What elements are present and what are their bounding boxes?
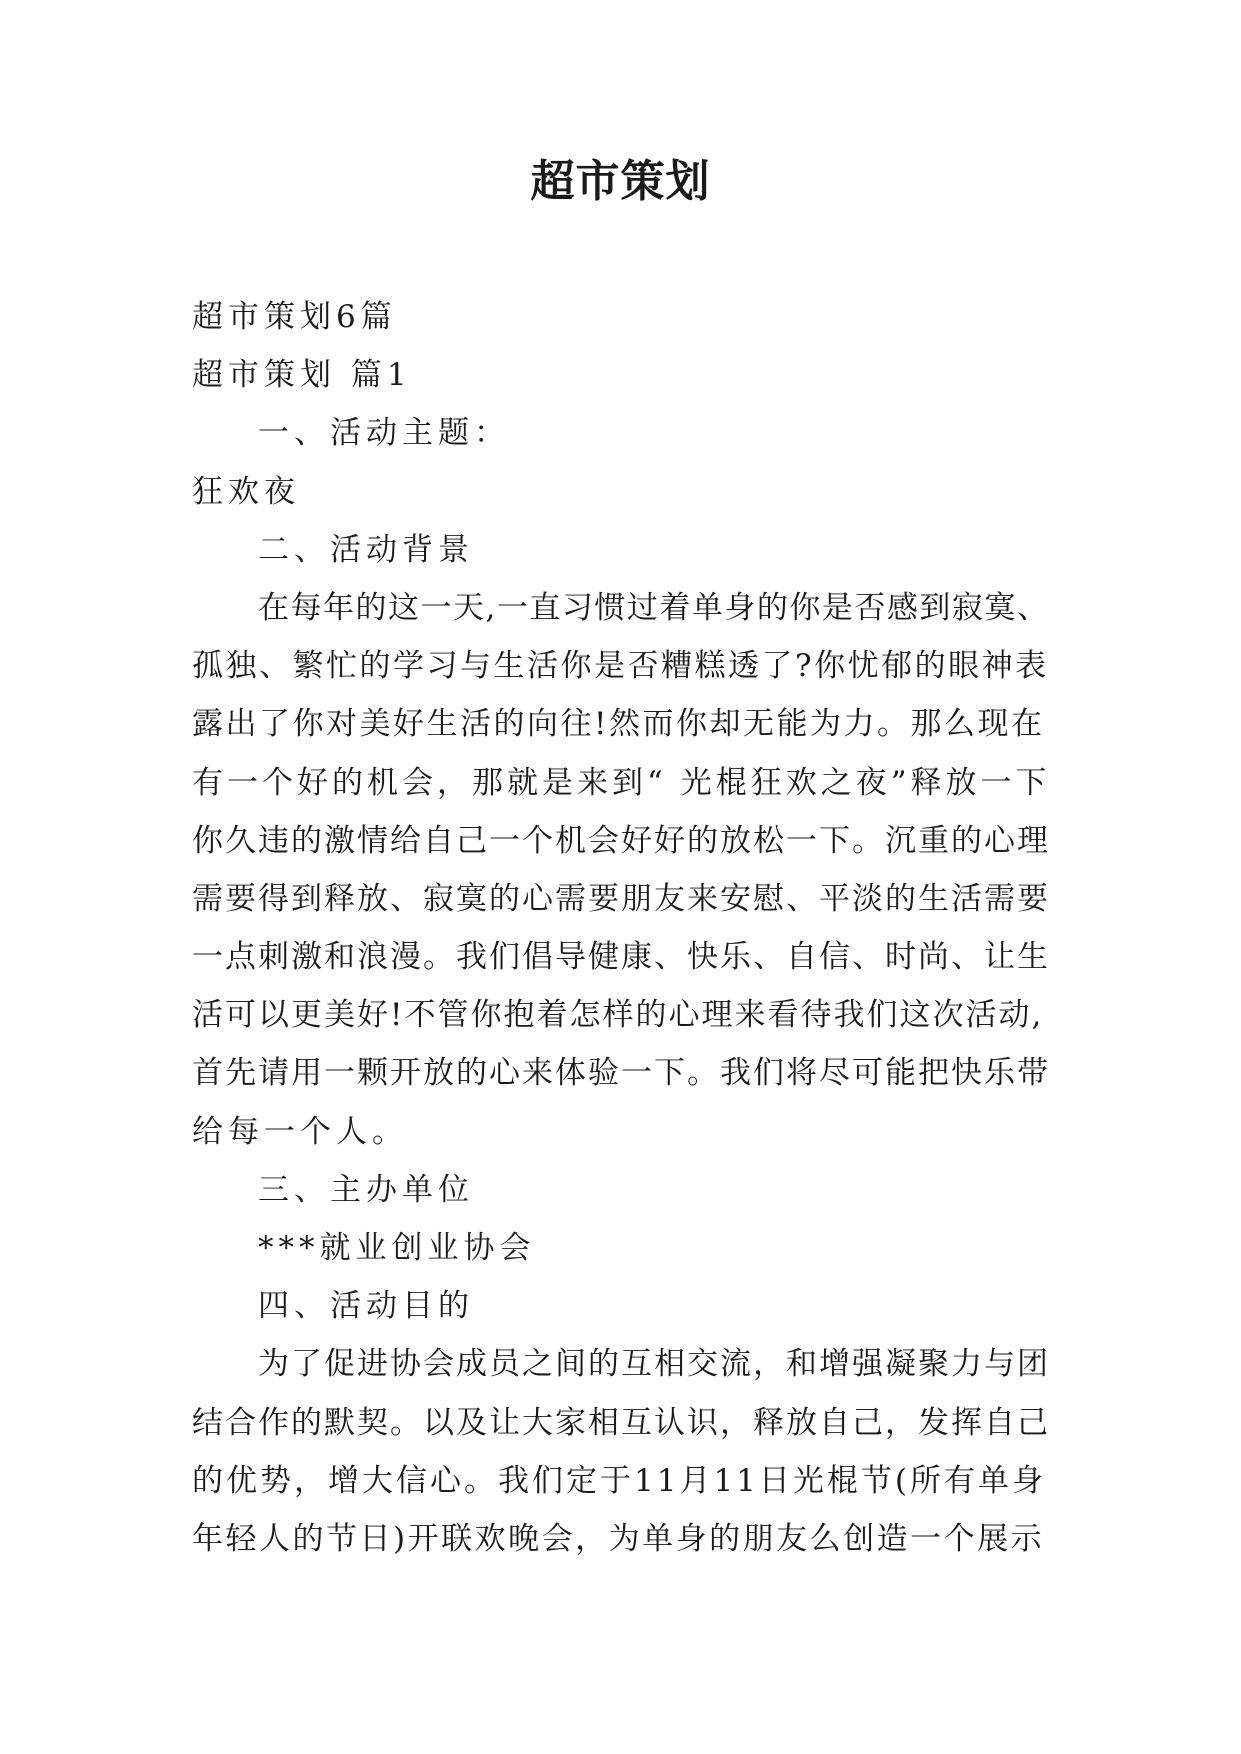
text-line: 四、活动目的 [258, 1288, 474, 1325]
text-line: 需要得到释放、寂寞的心需要朋友来安慰、平淡的生活需要 [192, 880, 1050, 917]
document-body [192, 288, 1052, 1568]
text-line: 孤独、繁忙的学习与生活你是否糟糕透了?你忧郁的眼神表 [192, 648, 1049, 685]
text-line: 首先请用一颗开放的心来体验一下。我们将尽可能把快乐带 [192, 1055, 1050, 1092]
text-line: 一点刺激和浪漫。我们倡导健康、快乐、自信、时尚、让生 [192, 939, 1050, 976]
text-line: 三、主办单位 [258, 1171, 474, 1208]
text-line: 一、活动主题： [258, 415, 510, 452]
text-line: 你久违的激情给自己一个机会好好的放松一下。沉重的心理 [192, 822, 1050, 859]
text-line: 狂欢夜 [192, 473, 300, 510]
text-line: 二、活动背景 [258, 531, 474, 568]
text-line: 在每年的这一天,一直习惯过着单身的你是否感到寂寞、 [258, 589, 1050, 626]
text-line: 年轻人的节日)开联欢晚会，为单身的朋友么创造一个展示 [192, 1520, 1045, 1557]
text-line: 活可以更美好!不管你抱着怎样的心理来看待我们这次活动, [192, 997, 1044, 1034]
text-line: 露出了你对美好生活的向往!然而你却无能为力。那么现在 [192, 706, 1045, 743]
text-line: 的优势，增大信心。我们定于11月11日光棍节(所有单身 [192, 1462, 1046, 1499]
text-line: 超市策划6篇 [192, 299, 397, 335]
text-line: ***就业创业协会 [258, 1230, 536, 1266]
text-line: 为了促进协会成员之间的互相交流，和增强凝聚力与团 [258, 1346, 1050, 1383]
document-title: 超市策划 [530, 156, 711, 207]
text-line: 有一个好的机会，那就是来到“ 光棍狂欢之夜”释放一下 [192, 764, 1051, 801]
text-line: 给每一个人。 [192, 1113, 408, 1150]
text-line: 结合作的默契。以及让大家相互认识，释放自己，发挥自己 [192, 1404, 1050, 1441]
text-line: 超市策划 篇1 [192, 357, 412, 394]
